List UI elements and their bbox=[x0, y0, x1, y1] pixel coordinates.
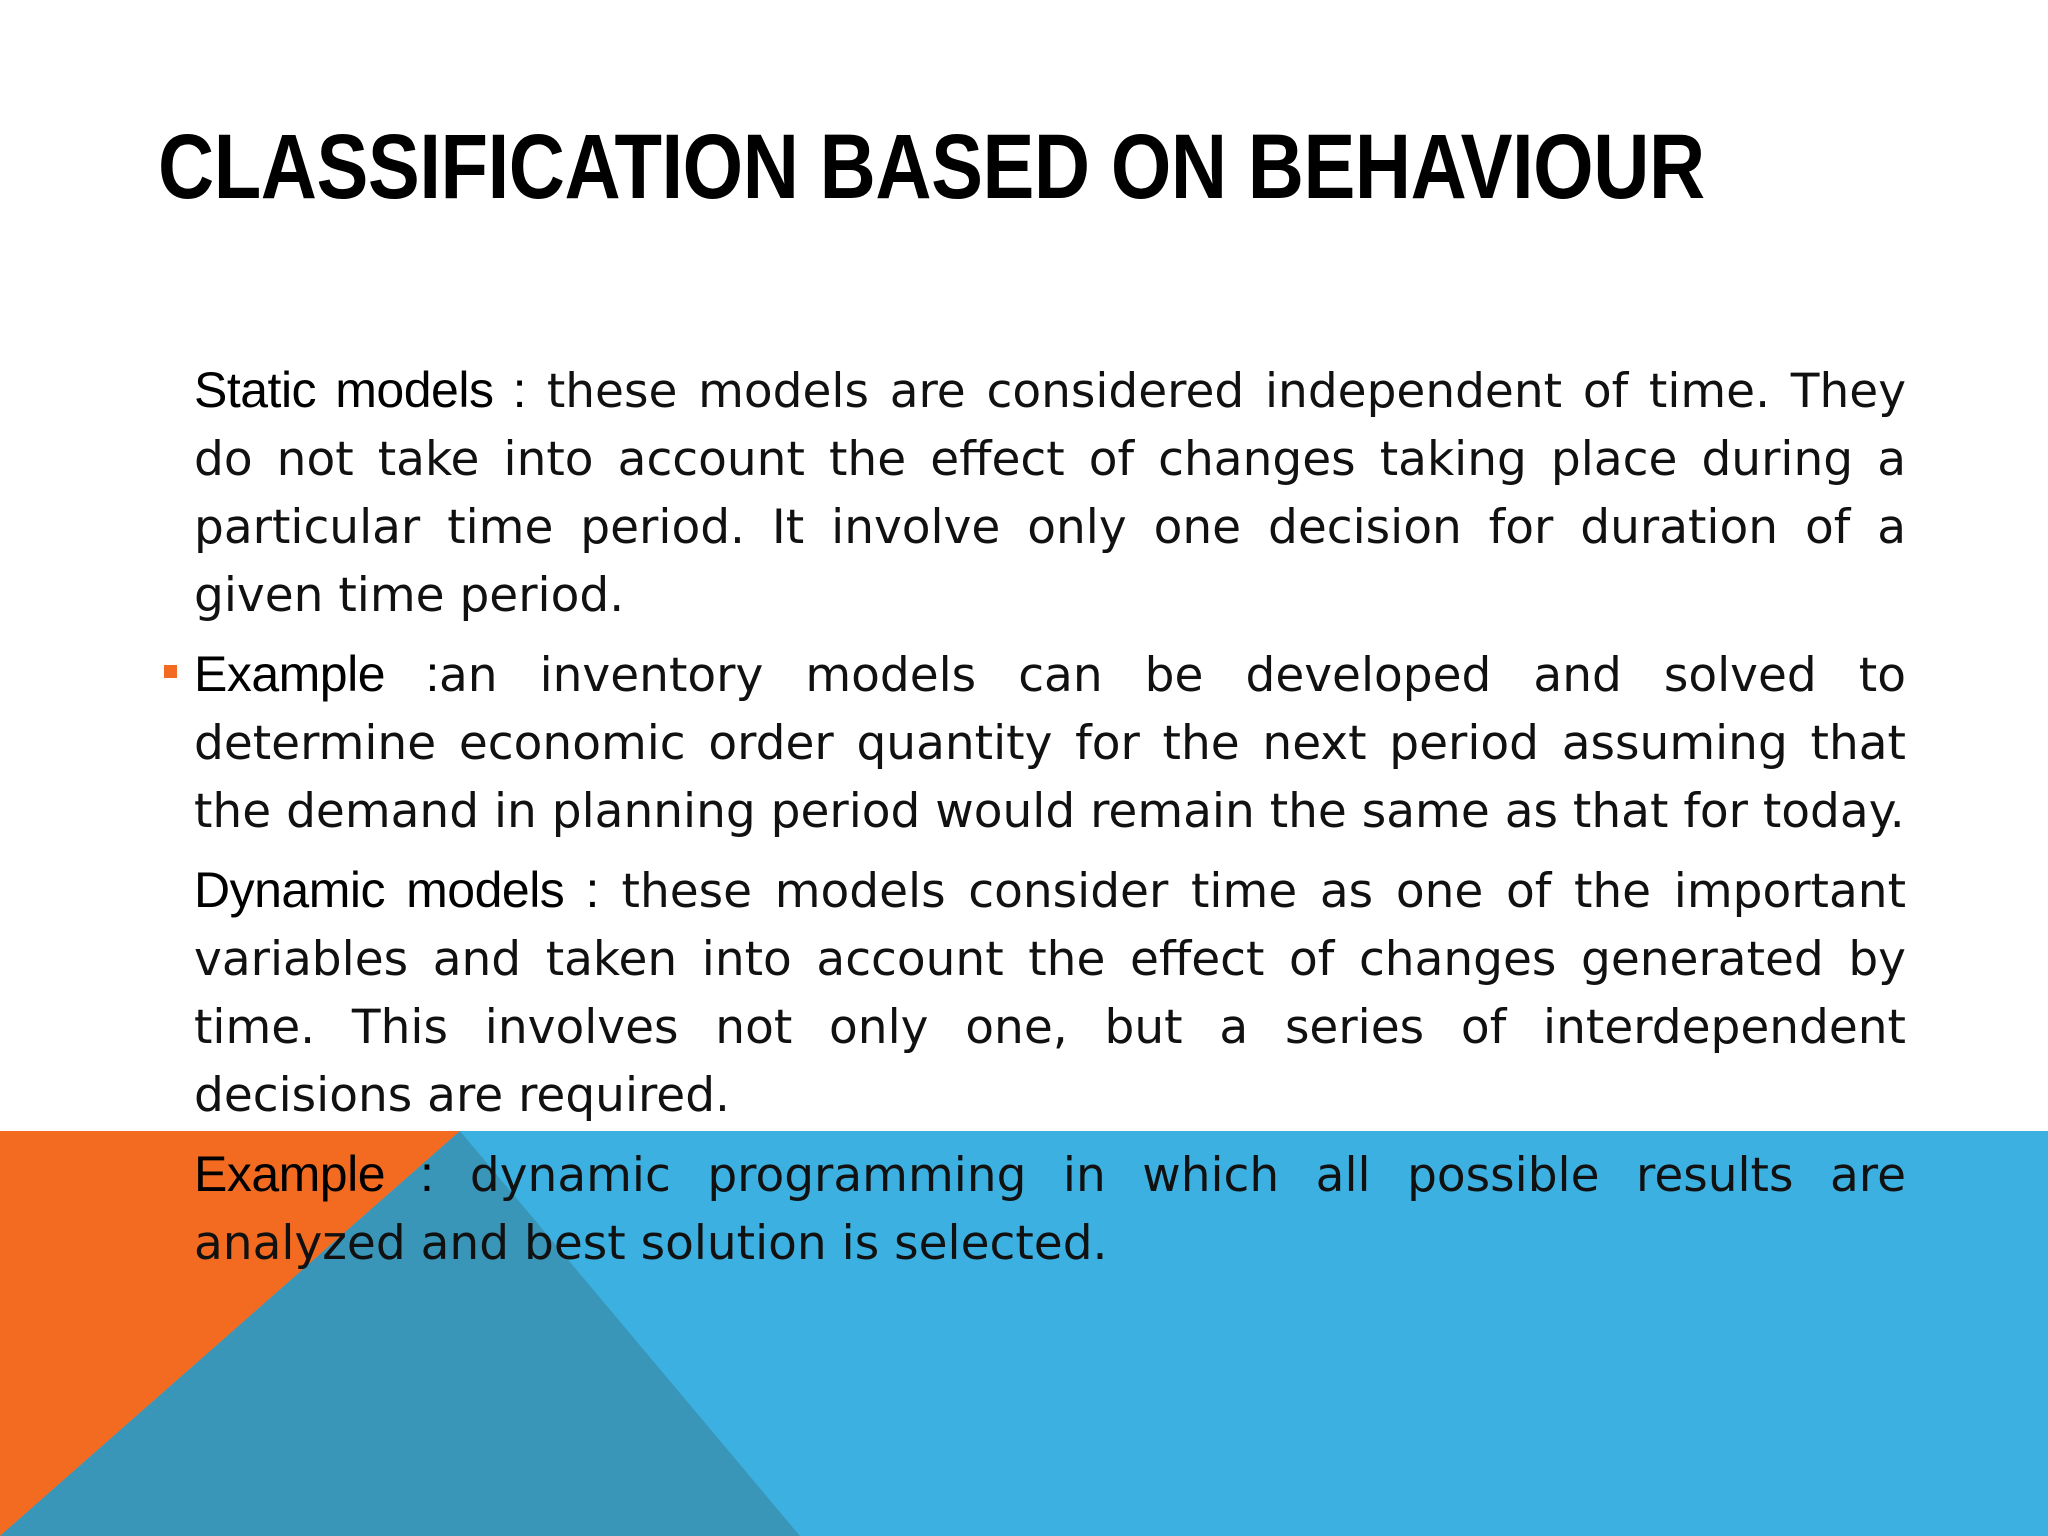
text-dynamic-models: these models consider time as one of the important variables and taken into account the effect of changes generated by time. This involves not only one, but a series of interdependent decisions are required. bbox=[194, 864, 1906, 1123]
bullet-square-icon bbox=[164, 665, 177, 678]
term-example-2: Example : bbox=[194, 1146, 434, 1202]
paragraph-static-models bbox=[194, 356, 1906, 630]
term-dynamic-models: Dynamic models : bbox=[194, 862, 599, 918]
slide-body bbox=[194, 356, 1906, 1278]
paragraph-dynamic-models bbox=[194, 856, 1906, 1130]
paragraph-example-inventory bbox=[194, 640, 1906, 846]
text-example-dynamic-programming: dynamic programming in which all possible results are analyzed and best solution is selected. bbox=[194, 1148, 1906, 1271]
paragraph-example-dynamic-programming bbox=[194, 1140, 1906, 1278]
term-static-models: Static models : bbox=[194, 362, 527, 418]
slide-title: CLASSIFICATION BASED ON BEHAVIOUR bbox=[158, 116, 1705, 218]
term-example-1: Example : bbox=[194, 646, 439, 702]
text-example-inventory: an inventory models can be developed and solved to determine economic order quantity for the next period assuming that the demand in planning period would remain the same as that for today. bbox=[194, 648, 1906, 839]
text-static-models: these models are considered independent of time. They do not take into account the effect of changes taking place during a particular time period. It involve only one decision for duration of a given time period. bbox=[194, 364, 1907, 623]
